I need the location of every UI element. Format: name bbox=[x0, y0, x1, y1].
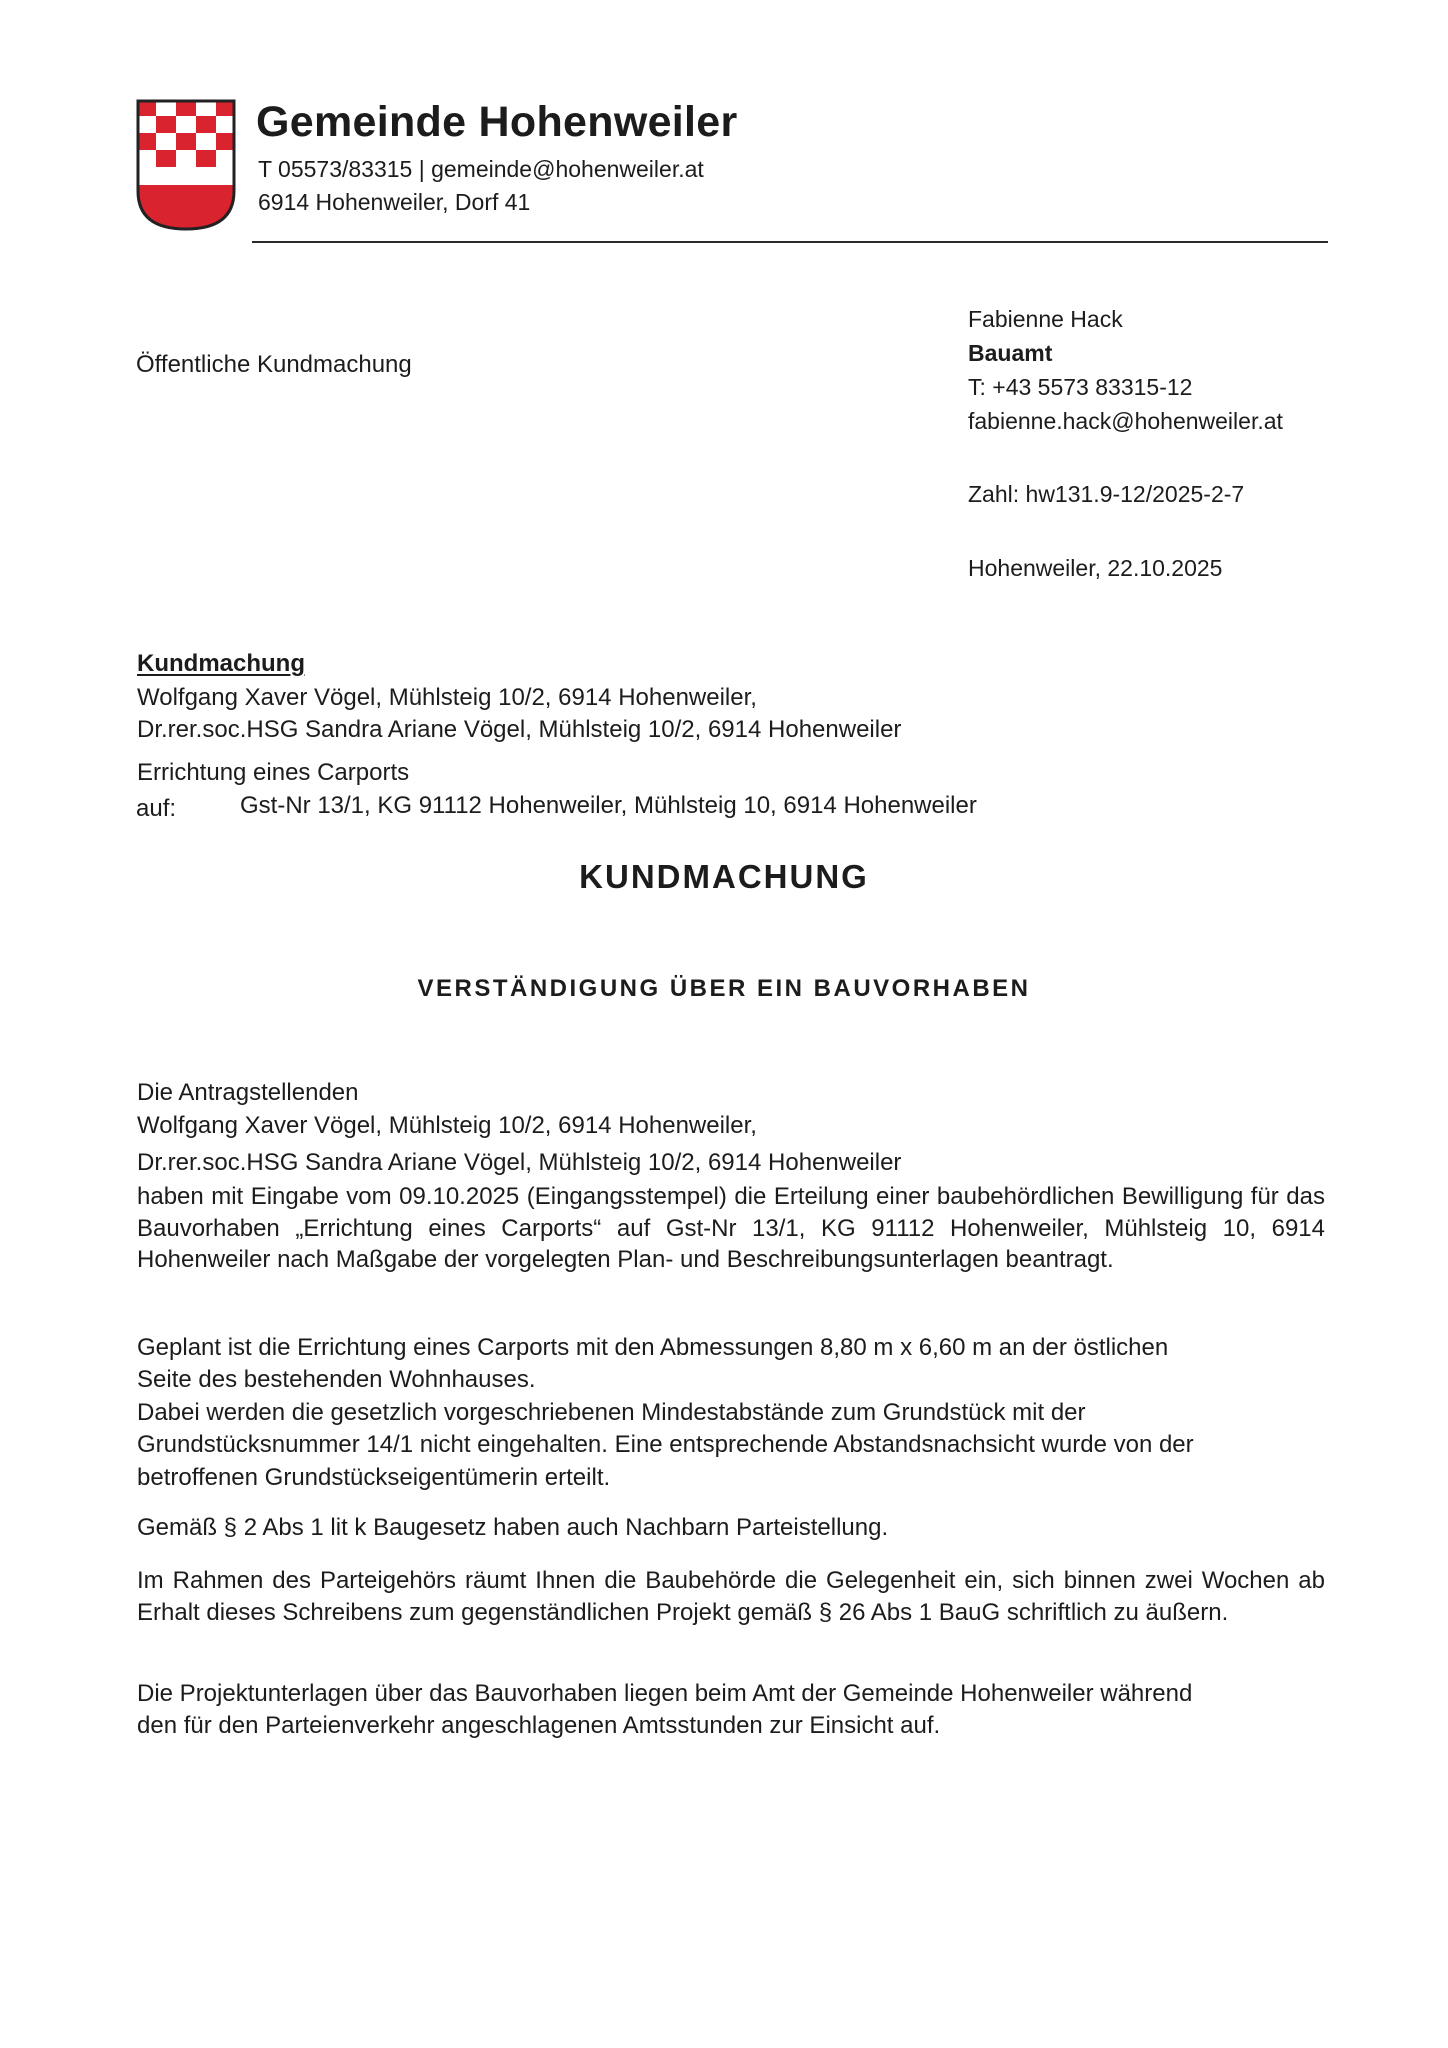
municipal-crest-icon bbox=[136, 99, 236, 231]
body-applicant-2: Dr.rer.soc.HSG Sandra Ariane Vögel, Mühlsteig 10/2, 6914 Hohenweiler bbox=[137, 1149, 902, 1176]
location-value: Gst-Nr 13/1, KG 91112 Hohenweiler, Mühlsteig 10, 6914 Hohenweiler bbox=[240, 792, 977, 819]
distance-line-1: Dabei werden die gesetzlich vorgeschriebenen Mindestabstände zum Grundstück mit der bbox=[137, 1399, 1086, 1426]
hearing-paragraph: Im Rahmen des Parteigehörs räumt Ihnen die Baubehörde die Gelegenheit ein, sich binnen zwei Wochen ab Erhalt dieses Schreibens zum gegenständlichen Projekt gemäß § 26 Abs 1 BauG schriftlich zu äußern. bbox=[137, 1567, 1325, 1626]
contact-department: Bauamt bbox=[968, 340, 1053, 366]
organization-address: 6914 Hohenweiler, Dorf 41 bbox=[258, 189, 531, 215]
organization-contact: T 05573/83315 | gemeinde@hohenweiler.at bbox=[258, 156, 704, 182]
documents-line-1: Die Projektunterlagen über das Bauvorhaben liegen beim Amt der Gemeinde Hohenweiler während bbox=[137, 1680, 1193, 1707]
document-type: Öffentliche Kundmachung bbox=[136, 351, 412, 378]
subject-title: Kundmachung bbox=[137, 650, 305, 677]
contact-name: Fabienne Hack bbox=[968, 306, 1123, 332]
main-heading: KUNDMACHUNG bbox=[579, 858, 869, 895]
header-divider bbox=[252, 241, 1328, 243]
subject-project: Errichtung eines Carports bbox=[137, 759, 410, 786]
documents-line-2: den für den Parteienverkehr angeschlagenen Amtsstunden zur Einsicht auf. bbox=[137, 1712, 941, 1739]
body-applicant-1: Wolfgang Xaver Vögel, Mühlsteig 10/2, 6914 Hohenweiler, bbox=[137, 1112, 757, 1139]
plan-line-1: Geplant ist die Errichtung eines Carports mit den Abmessungen 8,80 m x 6,60 m an der östlichen bbox=[137, 1334, 1169, 1361]
sub-heading: VERSTÄNDIGUNG ÜBER EIN BAUVORHABEN bbox=[417, 975, 1031, 1002]
place-date: Hohenweiler, 22.10.2025 bbox=[968, 555, 1223, 581]
subject-applicant-2: Dr.rer.soc.HSG Sandra Ariane Vögel, Mühlsteig 10/2, 6914 Hohenweiler bbox=[137, 716, 902, 743]
contact-email: fabienne.hack@hohenweiler.at bbox=[968, 408, 1283, 434]
distance-line-2: Grundstücksnummer 14/1 nicht eingehalten. Eine entsprechende Abstandsnachsicht wurde von der bbox=[137, 1431, 1194, 1458]
distance-line-3: betroffenen Grundstückseigentümerin erteilt. bbox=[137, 1464, 611, 1491]
subject-applicant-1: Wolfgang Xaver Vögel, Mühlsteig 10/2, 6914 Hohenweiler, bbox=[137, 684, 757, 711]
application-paragraph: haben mit Eingabe vom 09.10.2025 (Eingangsstempel) die Erteilung einer baubehördlichen Bewilligung für das Bauvorhaben „Errichtung eines Carports“ auf Gst-Nr 13/1, KG 91112 Hohenweiler, Mühlsteig 10, 6914 Hohenweiler nach Maßgabe der vorgelegten Plan- und Beschreibungsunterlagen beantragt. bbox=[137, 1183, 1325, 1273]
plan-line-2: Seite des bestehenden Wohnhauses. bbox=[137, 1366, 536, 1393]
organization-name: Gemeinde Hohenweiler bbox=[256, 98, 738, 146]
neighbors-paragraph: Gemäß § 2 Abs 1 lit k Baugesetz haben auch Nachbarn Parteistellung. bbox=[137, 1514, 889, 1541]
reference-number: Zahl: hw131.9-12/2025-2-7 bbox=[968, 481, 1245, 507]
body-intro: Die Antragstellenden bbox=[137, 1079, 359, 1106]
location-label: auf: bbox=[136, 795, 177, 822]
contact-phone: T: +43 5573 83315-12 bbox=[968, 374, 1193, 400]
